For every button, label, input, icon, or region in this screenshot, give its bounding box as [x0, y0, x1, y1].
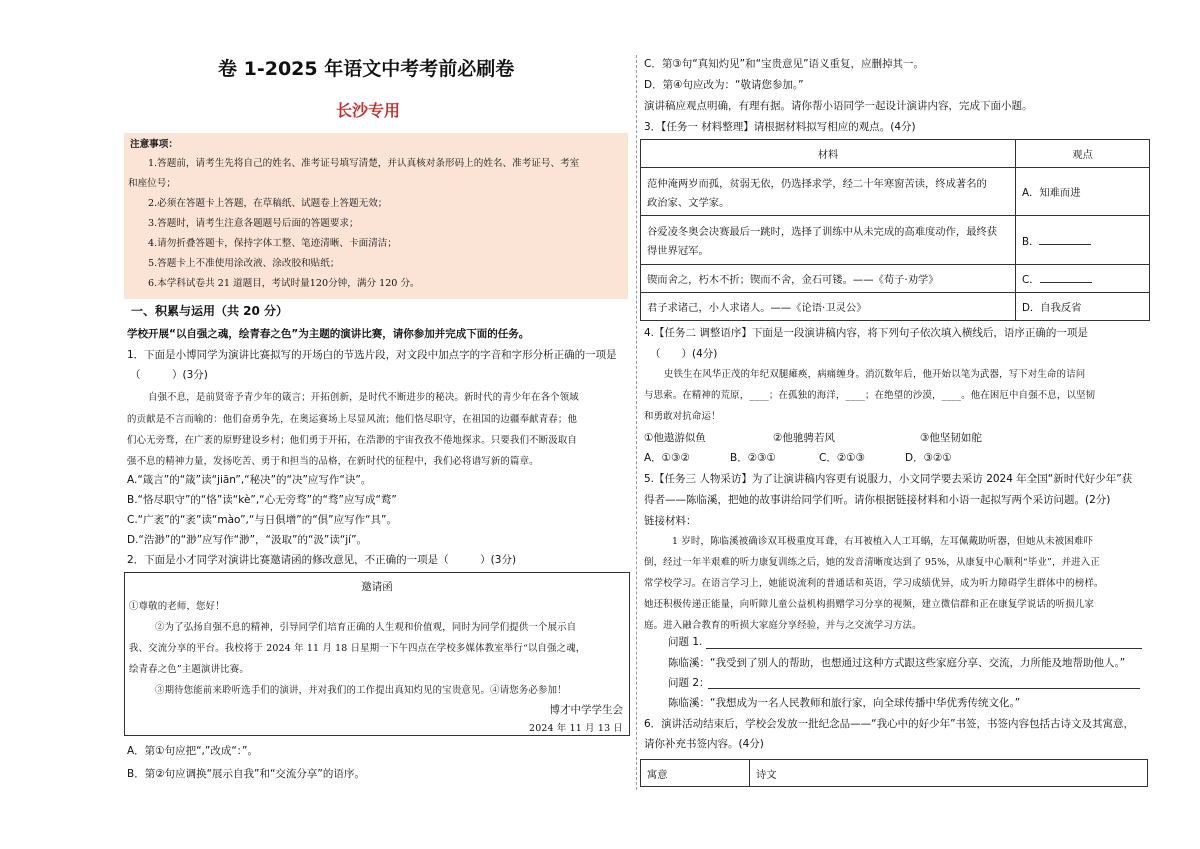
- q4-option-d: D．③②①: [905, 452, 952, 464]
- table-cell: 谷爱凌冬奥会决赛最后一跳时，选择了训练中从未完成的高难度动作，最终获 得世界冠军。: [641, 216, 1016, 265]
- answer-blank[interactable]: [1039, 235, 1091, 245]
- invitation-line: ②为了弘扬自强不息的精神，引导同学们培育正确的人生观和价值观，同时为同学们提供一个展示自: [155, 622, 577, 633]
- question-5-stem-cont: 得者——陈临溪，把她的故事讲给同学们听。请你根据链接材料和小语一起拟写两个采访问题。(2分): [644, 494, 1111, 506]
- interview-answer-1: 陈临溪：“我受到了别人的帮助，也想通过这种方式跟这些家庭分享、交流，力所能及地帮助他人。”: [668, 657, 1126, 669]
- notice-line-6: 6.本学科试卷共 21 道题目，考试时量120分钟，满分 120 分。: [148, 278, 420, 289]
- table-cell: 君子求诸己，小人求诸人。——《论语·卫灵公》: [641, 293, 1016, 321]
- table-header: 诗文: [750, 760, 1148, 787]
- table-header: 观点: [1016, 140, 1150, 168]
- q4-option-b: B．②③①: [730, 452, 776, 464]
- invitation-signature: 博才中学学生会: [549, 704, 623, 716]
- table-cell: D．自我反省: [1016, 293, 1150, 321]
- invitation-box: [124, 572, 630, 736]
- notice-line-3: 3.答题时，请考生注意各题题号后面的答题要求；: [148, 218, 359, 229]
- table-header: 材料: [641, 140, 1016, 168]
- passage-line: 与思索。在精神的荒原，____；在孤独的海洋，____；在绝望的沙漠，____。他在困厄中自强不息，以坚韧: [644, 390, 1096, 401]
- question-3-stem: 3．【任务一 材料整理】请根据材料拟写相应的观点。(4分): [644, 121, 916, 133]
- notice-line-4: 4.请勿折叠答题卡，保持字体工整、笔迹清晰、卡面清洁；: [148, 238, 397, 249]
- link-passage-line: 庭。进入融合教育的听损大家庭分享经验，并与之交流学习方法。: [644, 620, 922, 631]
- interview-answer-line-1[interactable]: [706, 648, 1142, 649]
- table-cell: B．: [1016, 216, 1150, 265]
- interview-question-2-label: 问题 2：: [668, 677, 710, 689]
- q2-option-b: B．第②句应调换“展示自我”和“交流分享”的语序。: [127, 768, 365, 780]
- option-c: C.“广袤”的“袤”读“mào”,“与日俱增”的“俱”应写作“具”。: [127, 514, 397, 526]
- passage-line: 的贡献是不言而喻的：他们奋勇争先，在奥运赛场上尽显风流；他们恪尽职守，在祖国的边疆奉献青春；他: [127, 414, 578, 425]
- question-6-stem: 6．演讲活动结束后，学校会发放一批纪念品——“我心中的好少年”书签，书签内容包括古诗文及其寓意，: [644, 718, 1135, 730]
- notice-line-2: 2.必须在答题卡上答题，在草稿纸、试题卷上答题无效；: [148, 198, 388, 209]
- notice-heading: 注意事项：: [130, 139, 178, 150]
- invitation-title: 邀请函: [361, 581, 393, 593]
- link-passage-line: 常学校学习。在语言学习上，她能说流利的普通话和英语，学习成绩优异，成为听力障碍学生群体中的榜样。: [644, 578, 1104, 589]
- invitation-line: ③期待您能前来聆听选手们的演讲，并对我们的工作提出真知灼见的宝贵意见。④请您务必参加！: [155, 685, 567, 696]
- link-passage-line: 倒，经过一年半艰难的听力康复训练之后，她的发音清晰度达到了 95%，从康复中心顺利“毕业”，并进入正: [644, 557, 1100, 568]
- notice-line-1: 1.答题前，请考生先将自己的姓名、准考证号填写清楚，并认真核对条形码上的姓名、准考证号、考室: [148, 158, 580, 169]
- passage-line: 史铁生在风华正茂的年纪双腿瘫痪，病痛缠身。消沉数年后，他开始以笔为武器，写下对生命的诘问: [664, 369, 1086, 380]
- invitation-line: 绘青春之色”主题演讲比赛。: [129, 664, 249, 675]
- task-note: 演讲稿应观点明确，有理有据。请你帮小语同学一起设计演讲内容，完成下面小题。: [644, 100, 1033, 112]
- option-d: D.“浩渺”的“渺”应写作“渺”，“汲取”的“汲”读“jí”。: [127, 534, 368, 546]
- interview-answer-line-2[interactable]: [708, 688, 1140, 689]
- question-4-stem: 4.【任务二 调整语序】下面是一段演讲稿内容，将下列句子依次填入横线后，语序正确的一项是: [644, 327, 1088, 339]
- q4-option-a: A．①③②: [644, 452, 690, 464]
- notice-line-5: 5.答题卡上不准使用涂改液、涂改胶和贴纸；: [148, 258, 340, 269]
- question-4-score: （ ）(4分): [650, 348, 718, 360]
- answer-blank[interactable]: [1040, 273, 1092, 283]
- task-intro: 学校开展“以自强之魂，绘青春之色”为主题的演讲比赛，请你参加并完成下面的任务。: [127, 328, 530, 340]
- passage-line: 和勇敢对抗命运！: [644, 411, 721, 422]
- column-divider: [636, 55, 637, 790]
- q2-option-d: D．第④句应改为：“敬请您参加。”: [644, 79, 804, 91]
- table-header: 寓意: [641, 760, 750, 787]
- interview-answer-2: 陈临溪：“我想成为一名人民教师和旅行家，向全球传播中华优秀传统文化。”: [668, 697, 1021, 709]
- material-table: [640, 139, 1150, 321]
- question-2-stem: 2．下面是小才同学对演讲比赛邀请函的修改意见，不正确的一项是（ ）(3分): [127, 554, 517, 566]
- passage-line: 们心无旁骛，在广袤的原野建设乡村；他们勇于开拓，在浩渺的宇宙孜孜不倦地探求。只要我们不断汲取自: [127, 435, 578, 446]
- sentence-option: ①他遨游似鱼: [644, 432, 706, 444]
- question-1-score: （ ）(3分): [130, 369, 208, 381]
- sentence-option: ③他坚韧如舵: [920, 432, 982, 444]
- question-1-stem: 1．下面是小博同学为演讲比赛拟写的开场白的节选片段，对文段中加点字的字音和字形分析正确的一项是: [127, 349, 617, 361]
- sentence-option: ②他驰骋若风: [773, 432, 835, 444]
- question-5-stem: 5.【任务三 人物采访】为了让演讲稿内容更有说服力，小文同学要去采访 2024 年全国“新时代好少年”获: [644, 473, 1133, 485]
- notice-line-1b: 和座位号；: [128, 178, 176, 189]
- invitation-line: 我、交流分享的平台。我校将于 2024 年 11 月 18 日星期一下午四点在学校多媒体教室举行“以自强之魂，: [129, 643, 586, 654]
- table-cell: A．知难而进: [1016, 168, 1150, 216]
- option-a: A.“箴言”的“箴”读“jiān”,“秘决”的“决”应写作“诀”。: [127, 474, 372, 486]
- q2-option-c: C．第③句“真知灼见”和“宝贵意见”语义重复，应删掉其一。: [644, 58, 925, 70]
- question-6-stem-cont: 请你补充书签内容。(4分): [644, 738, 764, 750]
- q4-option-c: C．②①③: [819, 452, 866, 464]
- page-subtitle: 长沙专用: [336, 101, 401, 120]
- passage-line: 自强不息，是前贤寄予青少年的箴言；开拓创新，是时代不断进步的秘决。新时代的青少年在各个领域: [148, 392, 579, 403]
- page-title: 卷 1-2025 年语文中考考前必刷卷: [218, 58, 515, 80]
- passage-line: 强不息的精神力量，发扬吃苦、勇于和担当的品格，在新时代的征程中，我们必将谱写新的篇章。: [127, 456, 539, 467]
- link-passage-line: 她还积极传递正能量，向听障儿童公益机构捐赠学习分享的视频，建立微信群和正在康复学说话的听损儿家: [644, 599, 1095, 610]
- link-passage-line: 1 岁时，陈临溪被确诊双耳极重度耳聋，右耳被植入人工耳蜗，左耳佩戴助听器，但她从未被困难吓: [672, 536, 1094, 547]
- section-heading: 一、积累与运用（共 20 分）: [131, 304, 289, 318]
- table-cell: 范仲淹两岁而孤，贫弱无依，仍选择求学，经二十年寒窗苦读，终成著名的 政治家、文学家。: [641, 168, 1016, 216]
- table-cell: C．: [1016, 265, 1150, 293]
- link-label: 链接材料：: [644, 515, 697, 527]
- table-cell: 锲而舍之，朽木不折；锲而不舍，金石可镂。——《荀子·劝学》: [641, 265, 1016, 293]
- bookmark-table: [640, 759, 1148, 787]
- option-b: B.“恪尽职守”的“恪”读“kè”,“心无旁骛”的“骛”应写成“鹜”: [127, 494, 397, 506]
- interview-question-1-label: 问题 1.: [668, 636, 703, 648]
- q2-option-a: A．第①句应把“,”改成“：”。: [127, 745, 258, 757]
- notice-box: [124, 133, 628, 299]
- invitation-date: 2024 年 11 月 13 日: [529, 723, 623, 734]
- invitation-line: ①尊敬的老师，您好！: [129, 601, 225, 612]
